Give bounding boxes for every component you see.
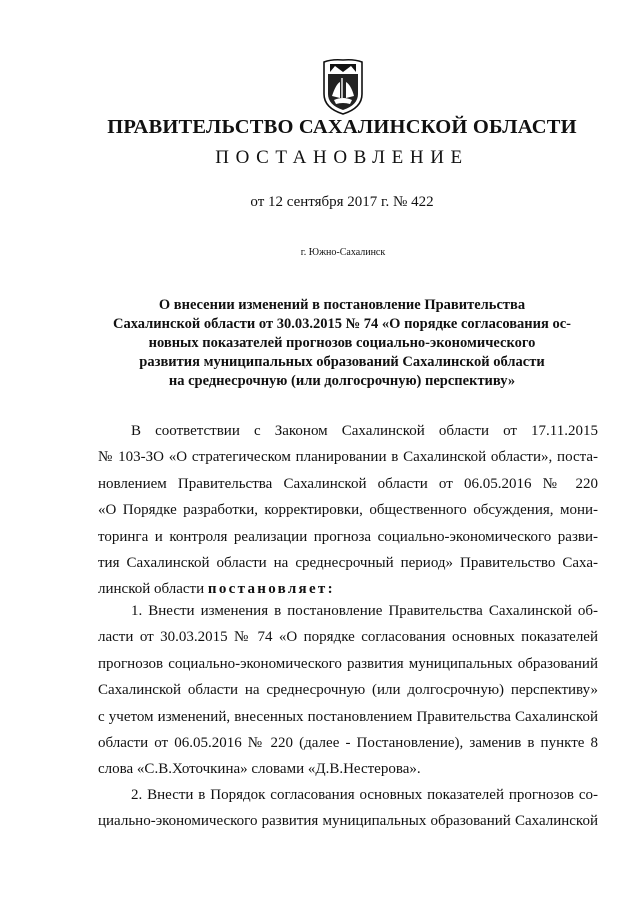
city-name: г. Южно-Сахалинск: [300, 247, 386, 258]
item-2-paragraph: [98, 782, 598, 835]
text-line: ласти от 30.03.2015 № 74 «О порядке согласования основных показателей: [98, 629, 598, 646]
text-line: В соответствии с Законом Сахалинской области от 17.11.2015: [131, 423, 598, 439]
text-line: циально-экономического развития муниципальных образований Сахалинской: [98, 813, 598, 830]
resolution-keyword: постановляет:: [207, 581, 335, 598]
text-line: Сахалинской области на среднесрочную (или долгосрочную) перспективу»: [98, 682, 598, 699]
text-line: с учетом изменений, внесенных постановлением Правительства Сахалинской: [98, 708, 598, 725]
item-1-paragraph: [98, 598, 598, 783]
document-title: [90, 296, 594, 391]
text-line: 2. Внести в Порядок согласования основных показателей прогнозов со-: [131, 787, 598, 803]
text-line: слова «С.В.Хоточкина» словами «Д.В.Нестерова».: [98, 761, 421, 778]
text-line: № 103-ЗО «О стратегическом планировании в Сахалинской области», поста-: [98, 449, 598, 466]
text-line: тия Сахалинской области на среднесрочный период» Правительство Саха-: [98, 554, 598, 571]
title-line: развития муниципальных образований Сахалинской области: [139, 354, 545, 370]
text-line: «О Порядке разработки, корректировки, общественного обсуждения, мони-: [98, 502, 598, 519]
text-span: линской области: [98, 581, 208, 598]
text-line: новлением Правительства Сахалинской области от 06.05.2016 № 220: [98, 475, 598, 492]
title-line: Сахалинской области от 30.03.2015 № 74 «О порядке согласования ос-: [113, 316, 571, 332]
title-line: новных показателей прогнозов социально-экономического: [148, 335, 536, 351]
title-line: О внесении изменений в постановление Правительства: [158, 297, 526, 313]
document-type: ПОСТАНОВЛЕНИЕ: [215, 147, 469, 168]
text-line: торинга и контроля реализации прогноза социально-экономического разви-: [98, 528, 598, 545]
text-line: прогнозов социально-экономического развития муниципальных образований: [98, 655, 598, 672]
text-line: 1. Внести изменения в постановление Правительства Сахалинской об-: [131, 603, 598, 619]
coat-of-arms-emblem: [318, 58, 368, 116]
government-name: ПРАВИТЕЛЬСТВО САХАЛИНСКОЙ ОБЛАСТИ: [107, 116, 577, 138]
preamble-paragraph: [98, 418, 598, 603]
text-line: области от 06.05.2016 № 220 (далее - Постановление), заменив в пункте 8: [98, 734, 598, 751]
document-date-number: от 12 сентября 2017 г. № 422: [250, 194, 434, 210]
title-line: на среднесрочную (или долгосрочную) перспективу»: [168, 373, 516, 389]
